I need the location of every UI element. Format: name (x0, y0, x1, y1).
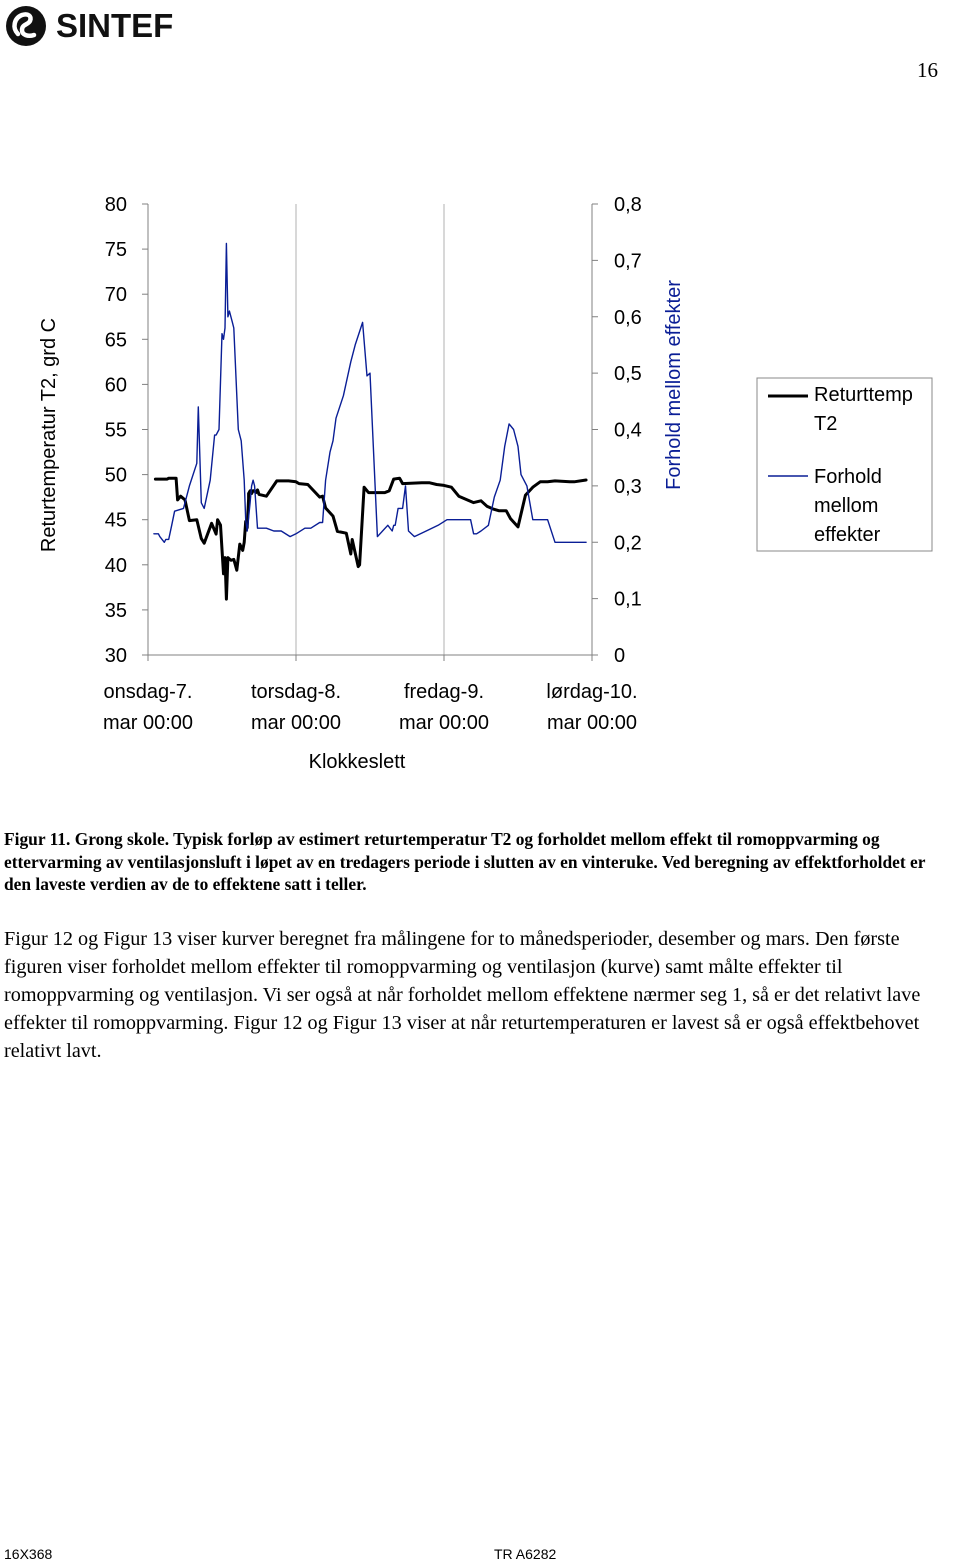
y-left-tick-label: 40 (104, 554, 127, 577)
figure-caption: Figur 11. Grong skole. Typisk forløp av estimert returtemperatur T2 og forholdet mellom effekt til romoppvarming og ettervarming av ventilasjonsluft i løpet av en tredagers periode i slutten av en vinteruke. Ved beregning av effektforholdet er den laveste verdien av de to effektene satt i teller. (4, 829, 926, 894)
chart-legend (757, 378, 932, 551)
y-left-tick-label: 45 (104, 509, 127, 532)
y-right-tick-label: 0,4 (614, 419, 642, 442)
y-right-tick-label: 0,5 (614, 363, 642, 386)
legend-label-returttemp: Returttemp T2 (814, 384, 913, 435)
footer-project-number: 16X368 (4, 1546, 53, 1562)
y-right-tick-label: 0,2 (614, 532, 642, 555)
x-axis-title: Klokkeslett (308, 751, 406, 773)
y-left-tick-label: 55 (104, 419, 127, 442)
chart-grid (296, 204, 444, 655)
y-left-tick-label: 65 (104, 329, 127, 352)
footer-report-number: TR A6282 (494, 1546, 557, 1562)
series-line-forhold (154, 244, 586, 543)
y-left-tick-label: 80 (104, 194, 127, 216)
y-right-tick-label: 0,1 (614, 588, 642, 611)
y-axis-right-title: Forhold mellom effekter (663, 280, 685, 490)
y-right-tick-label: 0 (614, 645, 626, 667)
legend-label-forhold: Forhold mellom effekter (814, 466, 882, 546)
logo-text: SINTEF (56, 7, 174, 44)
y-right-tick-label: 0,6 (614, 306, 642, 329)
series-line-returttemp (155, 478, 586, 599)
x-tick-label: onsdag-7. mar 00:00 (102, 681, 194, 734)
y-right-tick-label: 0,7 (614, 250, 642, 273)
y-right-tick-label: 0,3 (614, 475, 642, 498)
chart (0, 175, 960, 790)
x-tick-label: lørdag-10. mar 00:00 (546, 681, 638, 734)
y-left-tick-label: 35 (104, 599, 127, 622)
y-axis-left-title: Returtemperatur T2, grd C (38, 317, 60, 553)
body-paragraph: Figur 12 og Figur 13 viser kurver beregnet fra målingene for to månedsperioder, desember og mars. Den første figuren viser forholdet mellom effekter til romoppvarming og ventilasjon (kurve) samt målte effekter til romoppvarming og ventilasjon. Vi ser også at når forholdet mellom effektene nærmer seg 1, så er det relativt lave effekter til romoppvarming. Figur 12 og Figur 13 viser at når returtemperaturen er lavest så er også effektbehovet relativt lavt. (4, 928, 921, 1062)
chart-tick-labels (103, 194, 642, 734)
x-tick-label: torsdag-8. mar 00:00 (250, 681, 342, 734)
y-left-tick-label: 30 (104, 645, 127, 667)
y-left-tick-label: 60 (104, 374, 127, 397)
y-right-tick-label: 0,8 (614, 194, 642, 216)
sintef-logo-icon (4, 4, 48, 48)
y-left-tick-label: 70 (104, 284, 127, 307)
page-number: 16 (917, 58, 938, 82)
chart-axes (142, 204, 598, 661)
chart-series (154, 244, 586, 600)
y-left-tick-label: 50 (104, 464, 127, 487)
sintef-logo (4, 2, 173, 50)
x-tick-label: fredag-9. mar 00:00 (398, 681, 490, 734)
y-left-tick-label: 75 (104, 239, 127, 262)
